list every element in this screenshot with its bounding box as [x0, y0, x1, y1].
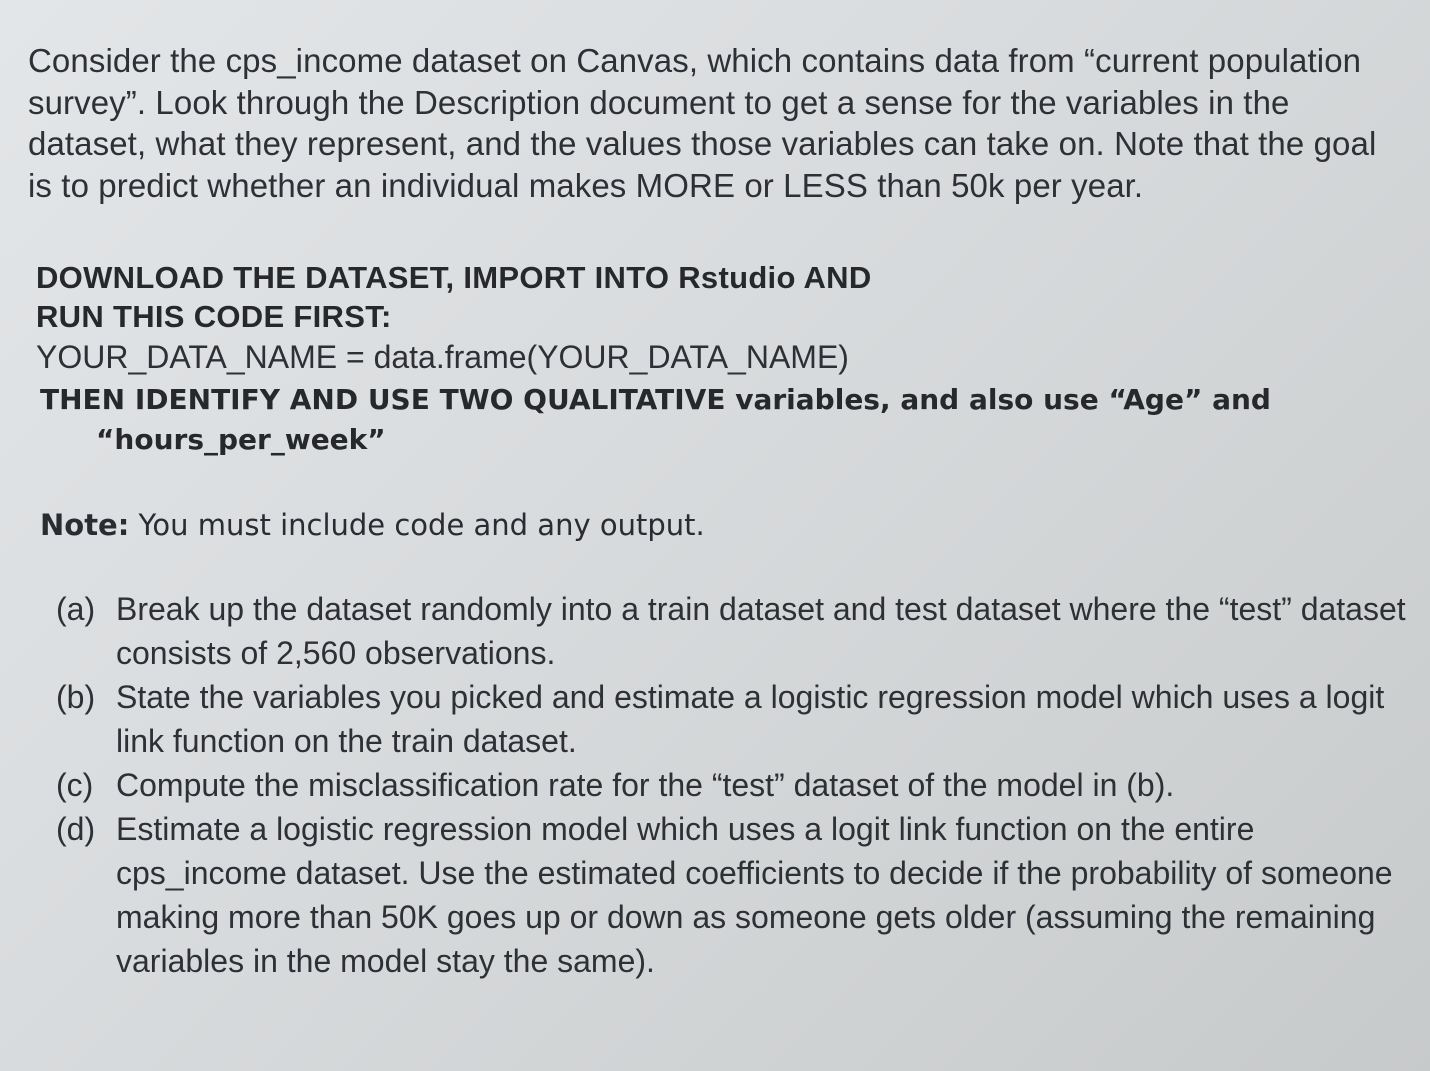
code-snippet: YOUR_DATA_NAME = data.frame(YOUR_DATA_NAME): [36, 339, 849, 375]
part-text: State the variables you picked and estimate a logistic regression model which uses a logit link function on the train dataset.: [116, 679, 1385, 759]
part-label: (a): [56, 591, 96, 627]
question-part-b: [56, 675, 1406, 763]
identify-line-2: “hours_per_week”: [96, 423, 386, 456]
question-part-c: [56, 763, 1406, 807]
part-text: Break up the dataset randomly into a train dataset and test dataset where the “test” dataset consists of 2,560 observations.: [116, 591, 1406, 671]
identify-instructions: [40, 380, 1400, 460]
question-part-a: [56, 587, 1406, 675]
note-text: You must include code and any output.: [129, 508, 705, 542]
question-parts-list: [56, 587, 1406, 983]
question-part-d: [56, 807, 1406, 983]
part-label: (d): [56, 811, 96, 847]
note: [40, 505, 705, 545]
note-label: Note:: [40, 508, 130, 542]
download-line-1: DOWNLOAD THE DATASET, IMPORT INTO Rstudio AND: [36, 260, 872, 295]
download-instructions: [36, 258, 1406, 336]
part-label: (c): [56, 767, 94, 803]
part-text: Compute the misclassification rate for the “test” dataset of the model in (b).: [116, 767, 1175, 803]
part-text: Estimate a logistic regression model which uses a logit link function on the entire cps_income dataset. Use the estimated coefficients to decide if the probability of someone making more than 50K goes up or down as someone gets older (assuming the remaining variables in the model stay the same).: [116, 811, 1393, 979]
identify-line-1: THEN IDENTIFY AND USE TWO QUALITATIVE variables, and also use “Age” and: [40, 383, 1271, 416]
download-line-2: RUN THIS CODE FIRST:: [36, 299, 392, 334]
intro-paragraph: Consider the cps_income dataset on Canvas, which contains data from “current population survey”. Look through the Description document to get a sense for the variables in the dataset, what they represent, and the values those variables can take on. Note that the goal is to predict whether an individual makes MORE or LESS than 50k per year.: [28, 42, 1377, 204]
part-label: (b): [56, 679, 96, 715]
